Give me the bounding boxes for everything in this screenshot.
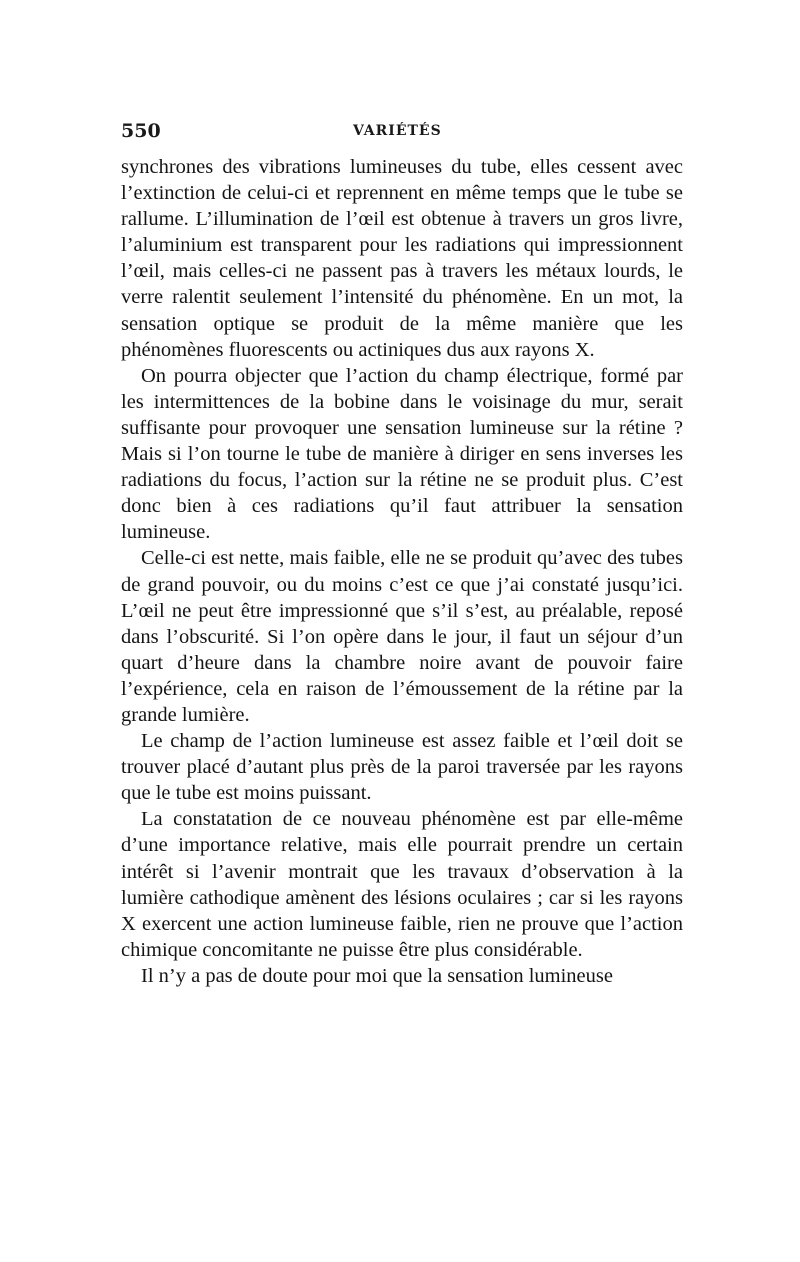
- page-number: 550: [121, 120, 161, 142]
- running-head: [121, 120, 681, 144]
- paragraph-5: La constatation de ce nouveau phénomène est par elle-même d’une importance relative, mais elle pourrait prendre un certain intérêt si l’avenir montrait que les travaux d’observation à la lumière cathodique amènent des lésions oculaires ; car si les rayons X exercent une action lumineuse faible, rien ne prouve que l’action chimique concomitante ne puisse être plus considérable.: [121, 808, 683, 961]
- paragraph-4: Le champ de l’action lumineuse est assez faible et l’œil doit se trouver placé d’autant plus près de la paroi traversée par les rayons que le tube est moins puissant.: [121, 730, 683, 805]
- running-title: VARIÉTÉS: [353, 123, 442, 139]
- paragraph-6: Il n’y a pas de doute pour moi que la sensation lumineuse: [141, 964, 613, 987]
- body-text: [121, 154, 683, 989]
- paragraph-2: On pourra objecter que l’action du champ électrique, formé par les intermittences de la bobine dans le voisinage du mur, serait suffisante pour provoquer une sensation lumineuse sur la rétine ? Mais si l’on tourne le tube de manière à diriger en sens inverses les radiations du focus, l’action sur la rétine ne se produit plus. C’est donc bien à ces radiations qu’il faut attribuer la sensation lumineuse.: [121, 364, 683, 544]
- paragraph-3: Celle-ci est nette, mais faible, elle ne se produit qu’avec des tubes de grand pouvoir, ou du moins c’est ce que j’ai constaté jusqu’ici. L’œil ne peut être impressionné que s’il s’est, au préalable, reposé dans l’obscurité. Si l’on opère dans le jour, il faut un séjour d’un quart d’heure dans la chambre noire avant de pouvoir faire l’expérience, cela en raison de l’émoussement de la rétine par la grande lumière.: [121, 547, 683, 726]
- paragraph-1: synchrones des vibrations lumineuses du tube, elles cessent avec l’extinction de celui-ci et reprennent en même temps que le tube se rallume. L’illumination de l’œil est obtenue à travers un gros livre, l’aluminium est transparent pour les radiations qui impressionnent l’œil, mais celles-ci ne passent pas à travers les métaux lourds, le verre ralentit seulement l’intensité du phénomène. En un mot, la sensation optique se produit de la même manière que les phénomènes fluorescents ou actiniques dus aux rayons X.: [121, 156, 683, 361]
